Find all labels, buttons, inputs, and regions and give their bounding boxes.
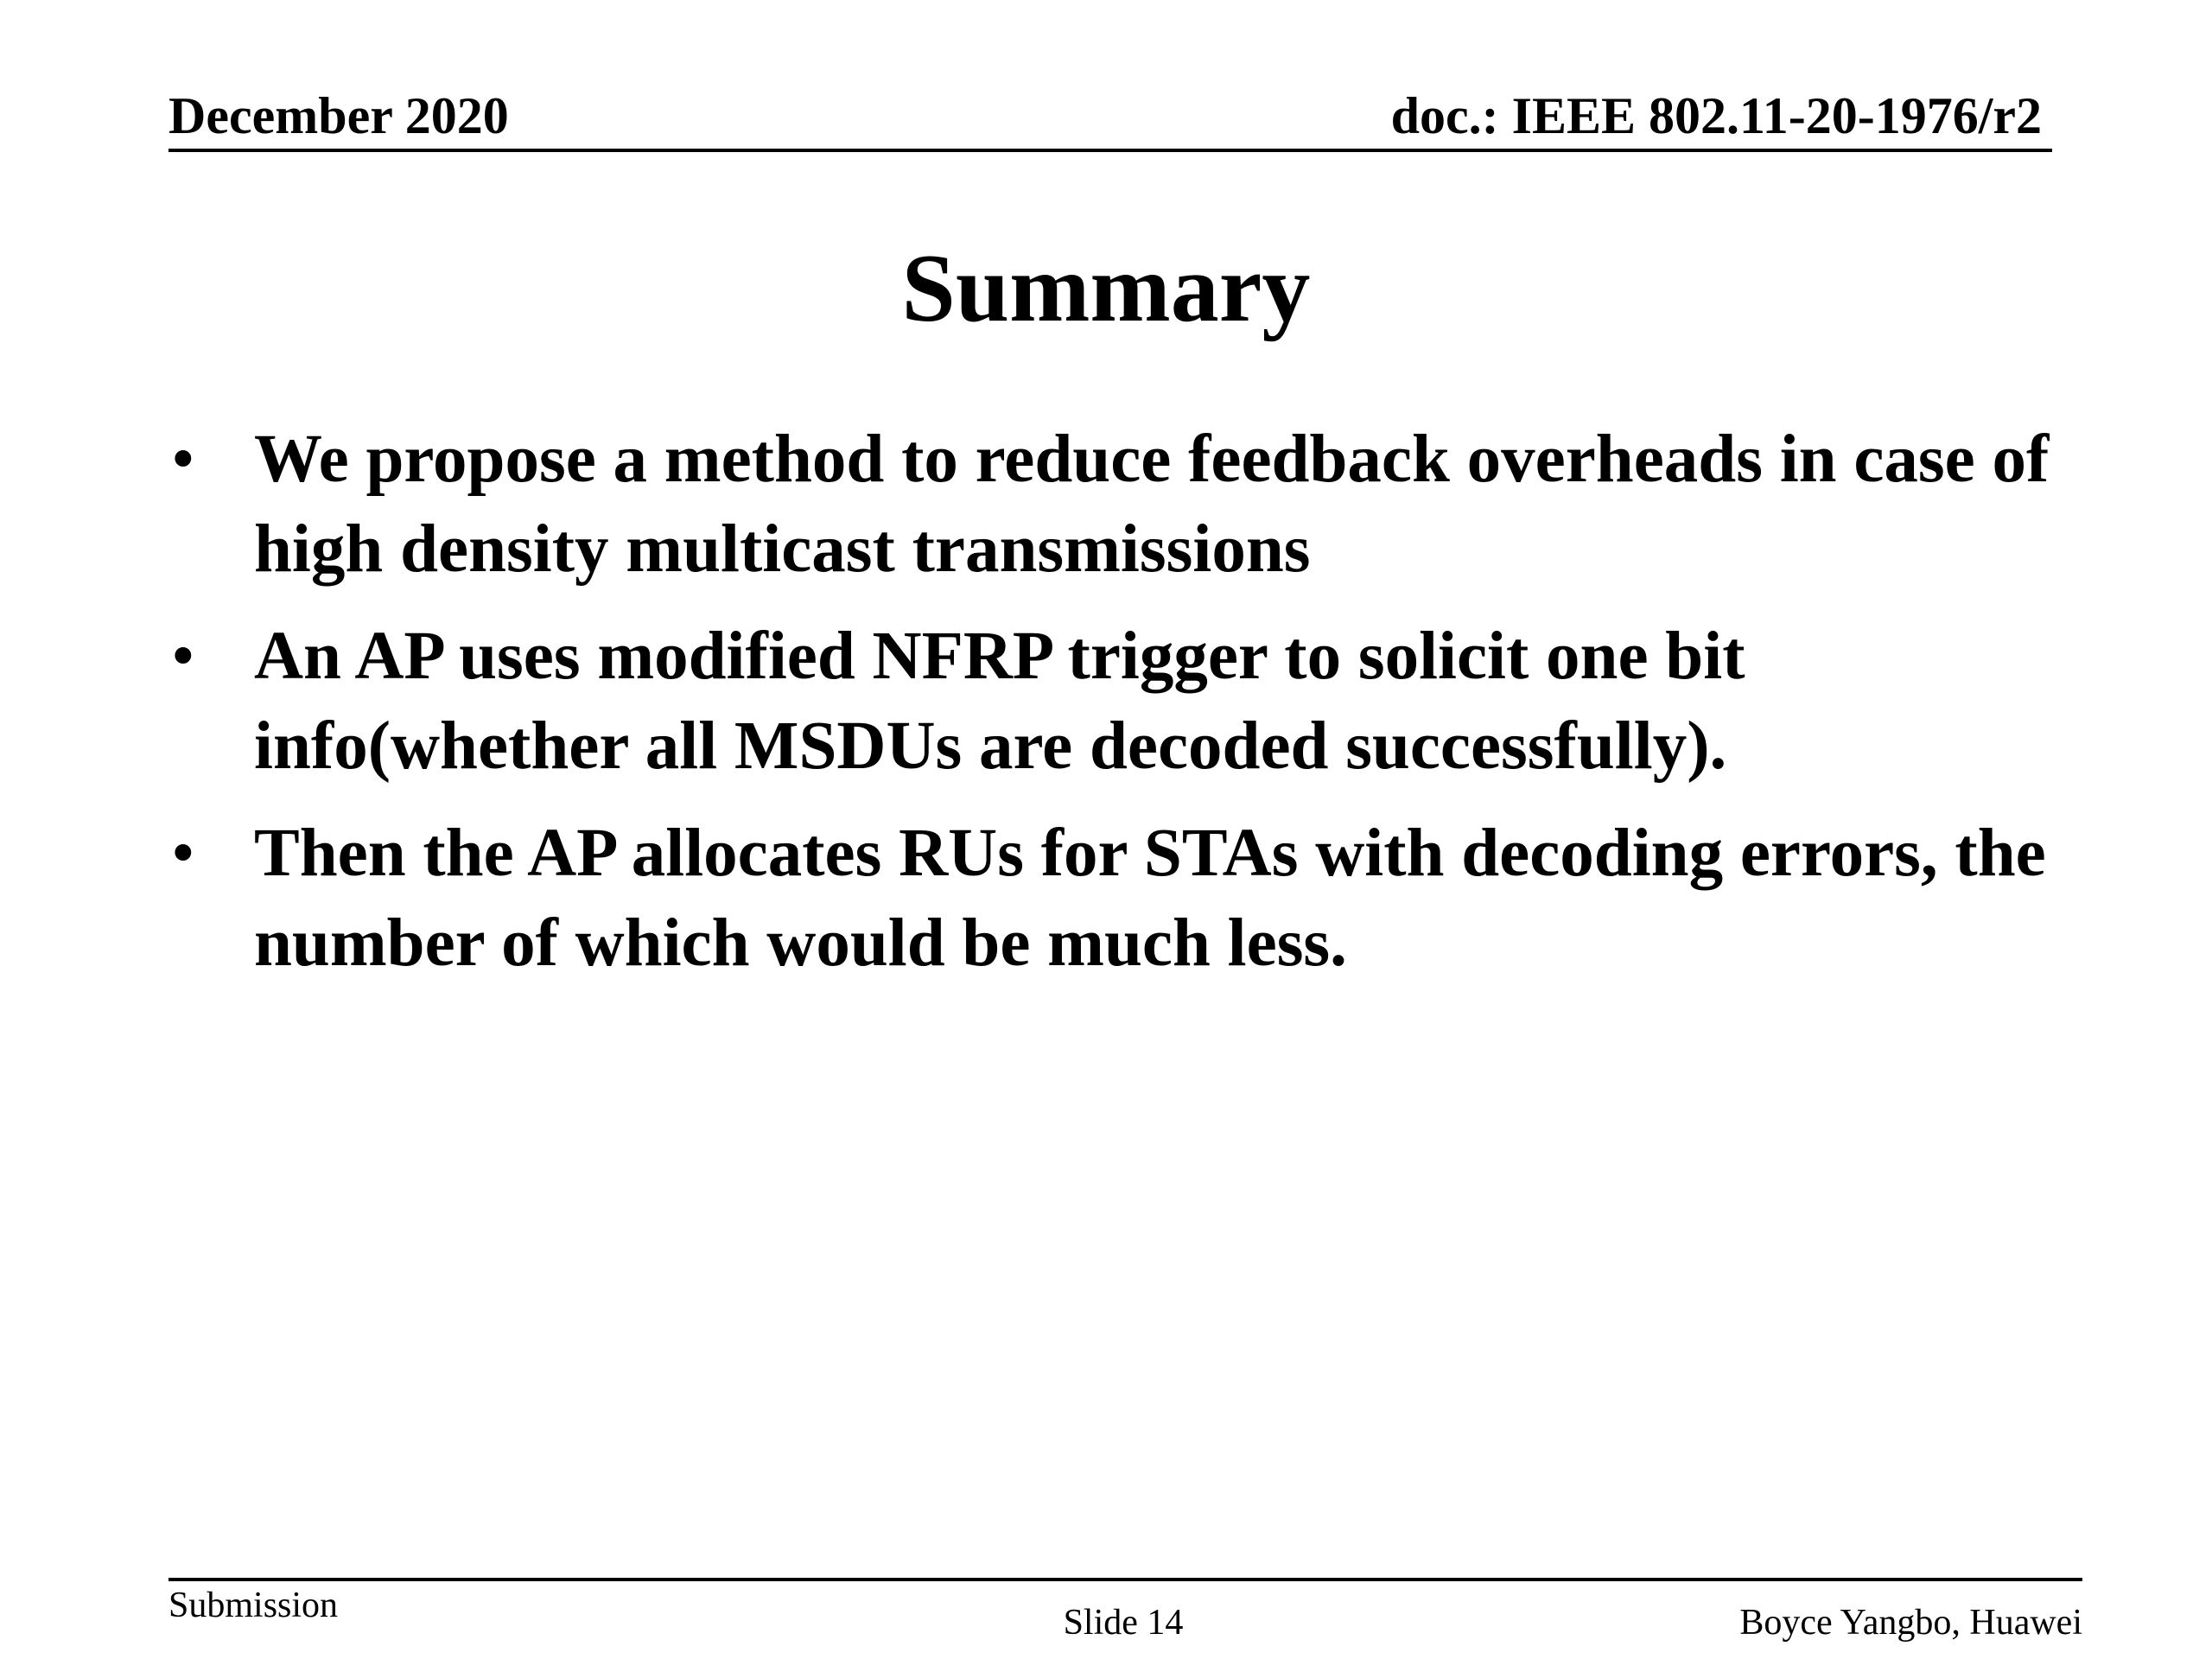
footer-slide-number: Slide 14 bbox=[1063, 1603, 1184, 1643]
header-doc-id: doc.: IEEE 802.11-20-1976/r2 bbox=[1390, 87, 2042, 144]
bullet-text: We propose a method to reduce feedback overheads in case of high density multicast transmissions bbox=[254, 422, 2050, 587]
bullet-text: An AP uses modified NFRP trigger to solicit one bit info(whether all MSDUs are decoded successfully). bbox=[254, 619, 1745, 784]
bullet-text: Then the AP allocates RUs for STAs with decoding errors, the number of which would be much less. bbox=[254, 816, 2046, 981]
bullet-marker: • bbox=[171, 619, 195, 694]
bullet-item bbox=[171, 415, 2055, 594]
bullet-item bbox=[171, 809, 2055, 988]
bullet-item bbox=[171, 612, 2055, 791]
footer-submission: Submission bbox=[168, 1586, 339, 1625]
slide-header bbox=[168, 83, 2052, 152]
bullet-list bbox=[171, 415, 2055, 1006]
footer-author: Boyce Yangbo, Huawei bbox=[1739, 1603, 2082, 1643]
footer-divider bbox=[168, 1578, 2082, 1581]
slide-title: Summary bbox=[901, 235, 1311, 342]
bullet-marker: • bbox=[171, 422, 195, 497]
bullet-marker: • bbox=[171, 816, 195, 891]
header-date: December 2020 bbox=[168, 87, 509, 144]
